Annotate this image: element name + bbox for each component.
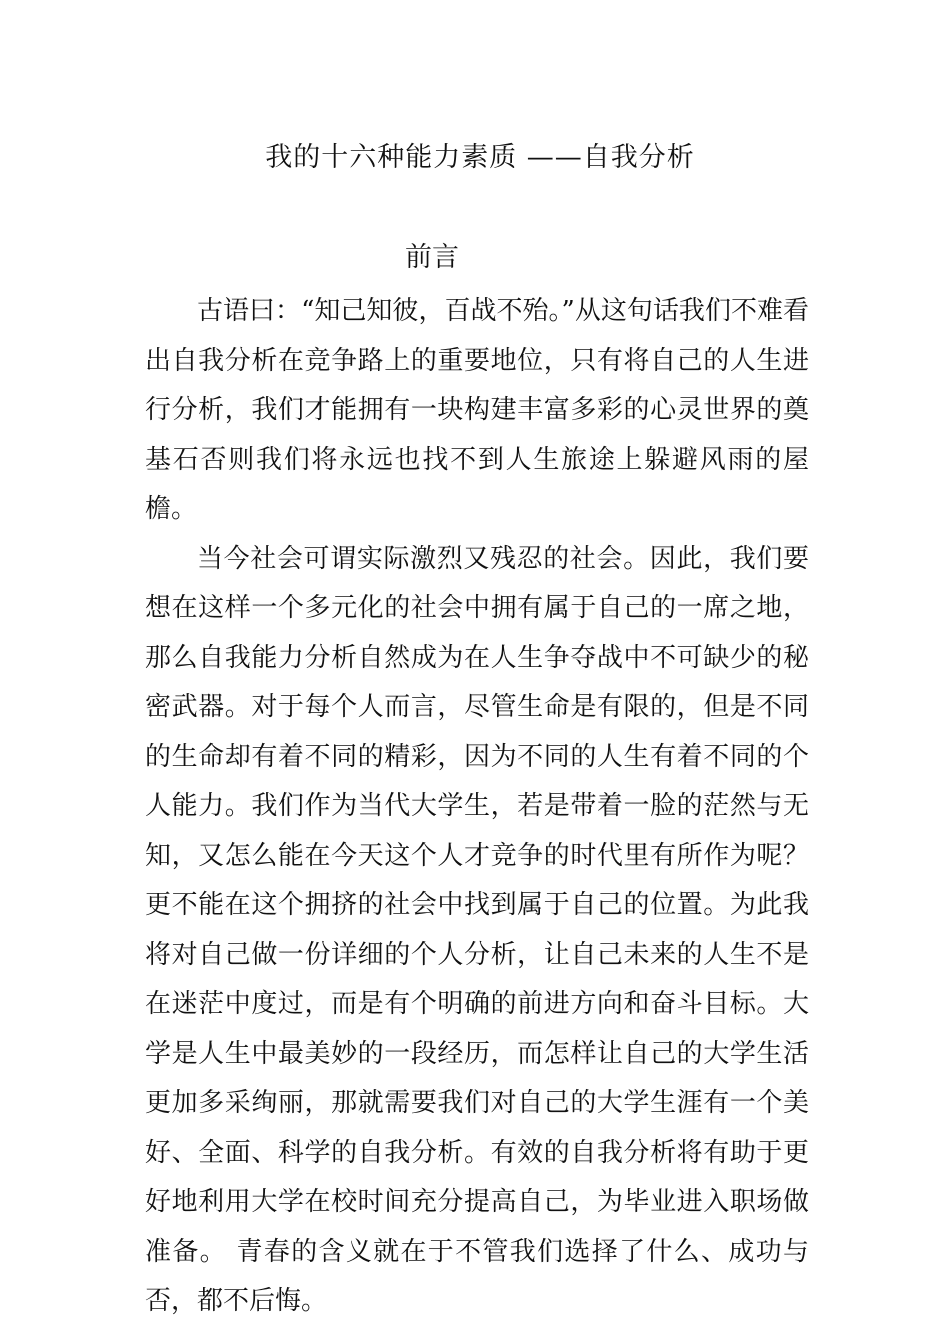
document-body <box>145 287 809 1327</box>
document-title: 我的十六种能力素质 ——自我分析 <box>265 142 695 173</box>
paragraph-2: 当今社会可谓实际激烈又残忍的社会。因此，我们要想在这样一个多元化的社会中拥有属于自己的一席之地，那么自我能力分析自然成为在人生争夺战中不可缺少的秘密武器。对于每个人而言，尽管生命是有限的，但是不同的生命却有着不同的精彩，因为不同的人生有着不同的个人能力。我们作为当代大学生，若是带着一脸的茫然与无知，又怎么能在今天这个人才竞争的时代里有所作为呢？更不能在这个拥挤的社会中找到属于自己的位置。为此我将对自己做一份详细的个人分析，让自己未来的人生不是在迷茫中度过，而是有个明确的前进方向和奋斗目标。大学是人生中最美妙的一段经历，而怎样让自己的大学生活更加多采绚丽，那就需要我们对自己的大学生涯有一个美好、全面、科学的自我分析。有效的自我分析将有助于更好地利用大学在校时间充分提高自己，为毕业进入职场做准备。 青春的含义就在于不管我们选择了什么、成功与否，都不后悔。 <box>145 543 809 1316</box>
paragraph-1: 古语曰：“知己知彼，百战不殆。”从这句话我们不难看出自我分析在竞争路上的重要地位，只有将自己的人生进行分析，我们才能拥有一块构建丰富多彩的心灵世界的奠基石否则我们将永远也找不到人生旅途上躲避风雨的屋檐。 <box>145 296 809 524</box>
section-heading-preface: 前言 <box>405 242 459 273</box>
